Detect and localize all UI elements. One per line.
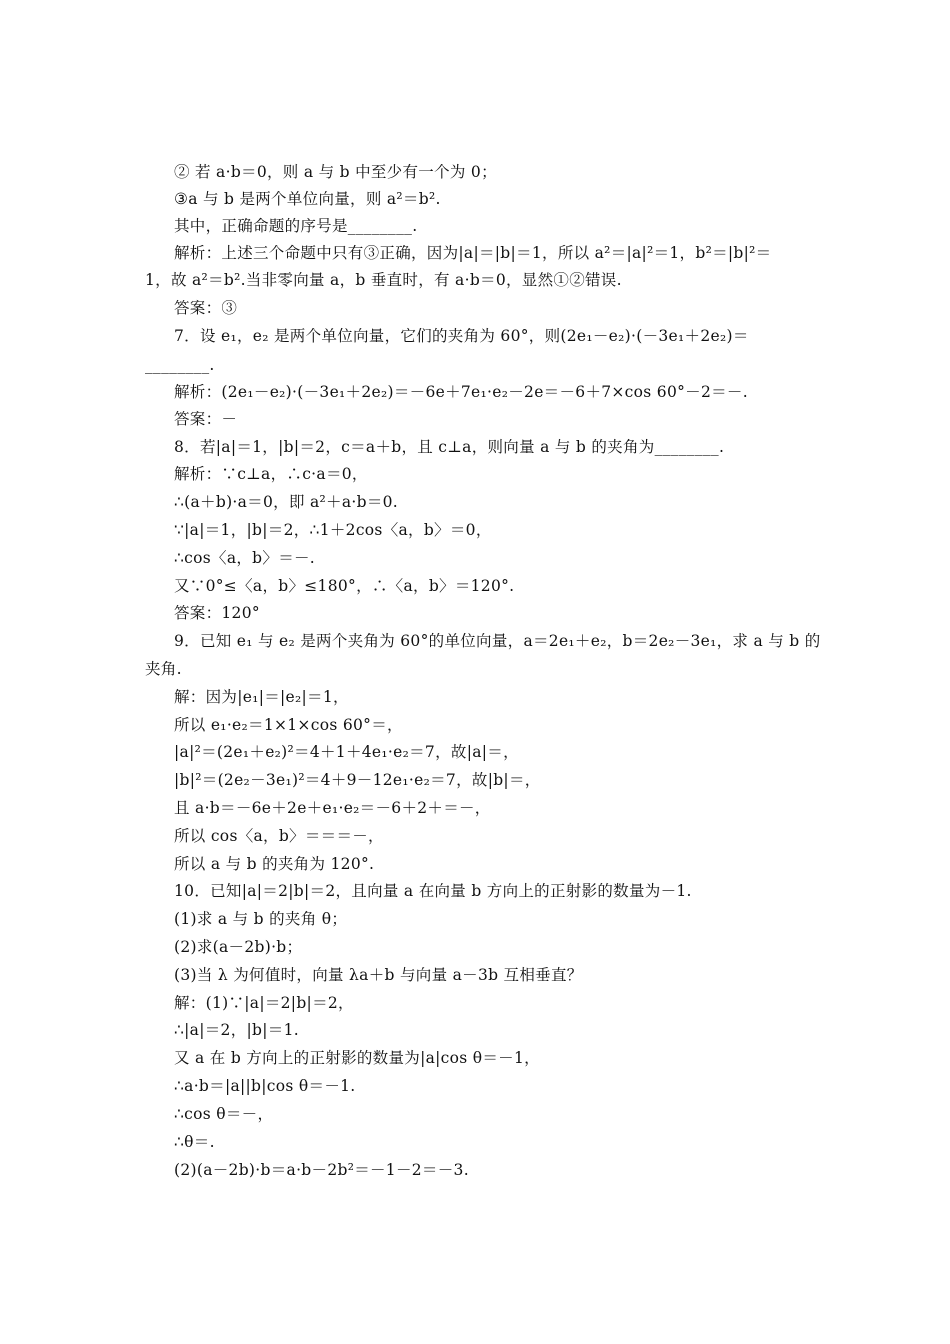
text-line: 解析：上述三个命题中只有③正确，因为|a|＝|b|＝1，所以 a²＝|a|²＝1，b²＝|b|²＝ <box>174 244 772 262</box>
text-line: 又∵0°≤〈a，b〉≤180°，∴〈a，b〉＝120°. <box>174 577 515 595</box>
text-line: 答案：120° <box>174 604 260 622</box>
text-line: 且 a·b＝－6e＋2e＋e₁·e₂＝－6＋2＋＝－， <box>174 799 491 817</box>
text-line: (2)(a－2b)·b＝a·b－2b²＝－1－2＝－3. <box>174 1161 469 1179</box>
text-line: 夹角. <box>145 660 182 678</box>
text-line: ∵|a|＝1，|b|＝2，∴1＋2cos〈a，b〉＝0， <box>174 521 492 539</box>
text-line: ∴θ＝. <box>174 1133 215 1151</box>
text-line: ∴|a|＝2，|b|＝1. <box>174 1021 299 1039</box>
text-line: 8．若|a|＝1，|b|＝2，c＝a＋b，且 c⊥a，则向量 a 与 b 的夹角为________. <box>174 438 725 456</box>
text-line: ∴cos θ＝－， <box>174 1105 274 1123</box>
text-line: 所以 e₁·e₂＝1×1×cos 60°＝， <box>174 716 403 734</box>
text-line: 10．已知|a|＝2|b|＝2，且向量 a 在向量 b 方向上的正射影的数量为－1. <box>174 882 692 900</box>
text-line: ∴(a＋b)·a＝0，即 a²＋a·b＝0. <box>174 493 399 511</box>
text-line: 解析：(2e₁－e₂)·(－3e₁＋2e₂)＝－6e＋7e₁·e₂－2e＝－6＋7×cos 60°－2＝－. <box>174 383 748 401</box>
text-line: 又 a 在 b 方向上的正射影的数量为|a|cos θ＝－1， <box>174 1049 540 1067</box>
text-line: 答案：③ <box>174 299 238 317</box>
text-line: |a|²＝(2e₁＋e₂)²＝4＋1＋4e₁·e₂＝7，故|a|＝， <box>174 743 519 761</box>
text-line: 解析：∵c⊥a，∴c·a＝0， <box>174 465 368 483</box>
text-line: 解：(1)∵|a|＝2|b|＝2， <box>174 994 354 1012</box>
text-line: 解：因为|e₁|＝|e₂|＝1， <box>174 688 349 706</box>
text-line: 1，故 a²＝b².当非零向量 a，b 垂直时，有 a·b＝0，显然①②错误. <box>145 271 622 289</box>
text-line: 所以 a 与 b 的夹角为 120°. <box>174 855 375 873</box>
text-line: (3)当 λ 为何值时，向量 λa＋b 与向量 a－3b 互相垂直？ <box>174 966 583 984</box>
text-line: 9．已知 e₁ 与 e₂ 是两个夹角为 60°的单位向量，a＝2e₁＋e₂，b＝2e₂－3e₁，求 a 与 b 的 <box>174 632 821 650</box>
text-line: 7．设 e₁，e₂ 是两个单位向量，它们的夹角为 60°，则(2e₁－e₂)·(－3e₁＋2e₂)＝ <box>174 327 749 345</box>
text-line: ② 若 a·b＝0，则 a 与 b 中至少有一个为 0； <box>174 163 497 181</box>
text-line: 其中，正确命题的序号是________. <box>174 217 418 235</box>
text-line: ________. <box>145 356 215 374</box>
text-line: (2)求(a－2b)·b； <box>174 938 303 956</box>
text-line: ∴cos〈a，b〉＝－. <box>174 549 316 567</box>
text-line: 所以 cos〈a，b〉＝＝＝－， <box>174 827 384 845</box>
text-line: ∴a·b＝|a||b|cos θ＝－1. <box>174 1077 356 1095</box>
text-line: ③a 与 b 是两个单位向量，则 a²＝b². <box>174 190 441 208</box>
text-line: (1)求 a 与 b 的夹角 θ； <box>174 910 348 928</box>
text-line: |b|²＝(2e₂－3e₁)²＝4＋9－12e₁·e₂＝7，故|b|＝， <box>174 771 541 789</box>
text-line: 答案：－ <box>174 410 238 428</box>
